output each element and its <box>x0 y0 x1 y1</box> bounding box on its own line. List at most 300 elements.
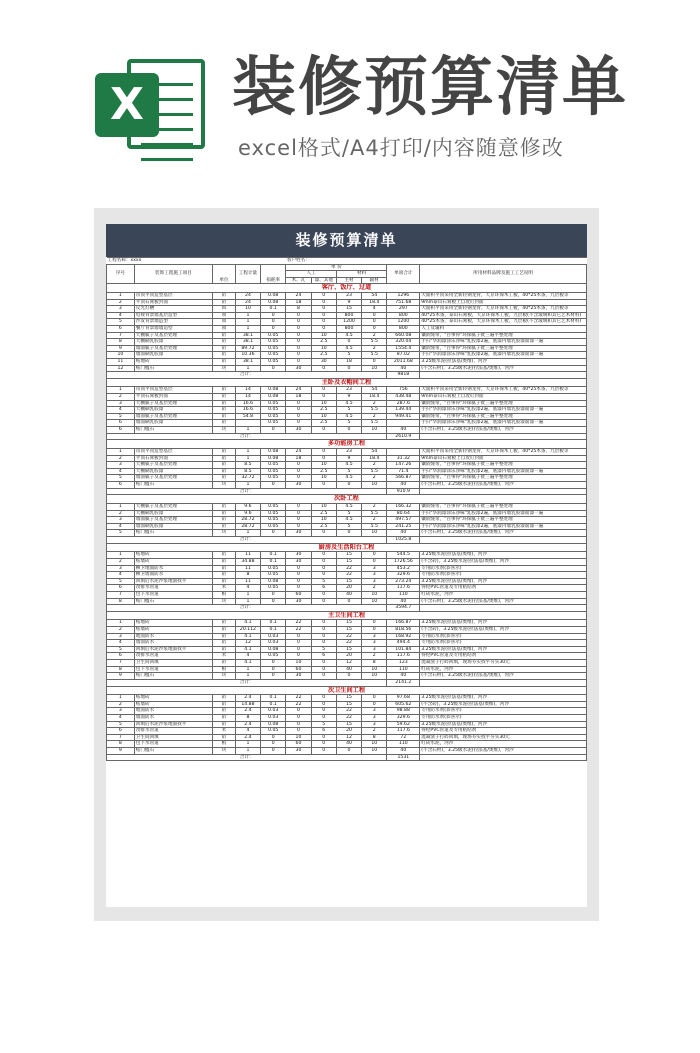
table-cell: 5 <box>336 523 361 530</box>
table-cell: 494.4 <box>387 640 420 647</box>
table-cell: 10 <box>362 673 387 680</box>
table-cell: 1 <box>107 552 135 559</box>
table-cell: 0 <box>311 455 336 462</box>
table-cell: 0 <box>362 319 387 326</box>
table-cell: 0.1 <box>261 627 286 634</box>
table-cell: 镶嵌缝带，"百事得"环保腻子批三遍平整处理 <box>420 400 587 407</box>
table-cell: (不含砖)，3.25级水泥(拉法基/奥维)，河沙 <box>420 558 587 565</box>
table-cell: 得伦PVC管道及专用粘结剂 <box>420 585 587 592</box>
table-cell: 0.08 <box>261 578 286 585</box>
table-cell: 手扫"华润漆涂乐净味"乳胶漆2遍，底漆内墙乳胶漆面漆一遍 <box>420 510 587 517</box>
col-total: 单项合计 <box>387 264 420 284</box>
table-cell: 大面积平顶采用全新轻钢龙骨，天京环保木工板，40*25木条，九层板等 <box>420 306 587 313</box>
col-index: 序号 <box>107 264 135 284</box>
subtotal-value: 9818 <box>387 372 420 379</box>
table-cell: 273.24 <box>387 578 420 585</box>
table-row <box>107 627 587 634</box>
table-cell: 0.05 <box>261 503 286 510</box>
table-cell: 0 <box>286 510 311 517</box>
table-cell: 0 <box>261 482 286 489</box>
table-cell: 0 <box>261 530 286 537</box>
budget-document <box>106 224 587 907</box>
table-cell: 包下水管道 <box>134 741 212 748</box>
table-row <box>107 365 587 372</box>
table-cell: 0.05 <box>261 517 286 524</box>
table-cell: 3 <box>362 708 387 715</box>
table-cell: 30 <box>311 358 336 365</box>
section-title: 厨房及生活阳台工程 <box>107 543 587 552</box>
table-cell: 0 <box>362 552 387 559</box>
table-cell: 0.03 <box>261 640 286 647</box>
table-cell: 贴地砖 <box>134 695 212 702</box>
table-cell: 0 <box>261 325 286 332</box>
table-cell: 4.5 <box>336 413 361 420</box>
table-cell: 8 <box>107 741 135 748</box>
table-cell: 949.41 <box>387 413 420 420</box>
table-row <box>107 747 587 754</box>
table-cell: 18 <box>286 455 311 462</box>
table-cell: 40 <box>336 741 361 748</box>
table-cell: 12 <box>235 640 260 647</box>
table-cell: 60 <box>286 741 311 748</box>
table-cell: 0 <box>311 365 336 372</box>
table-cell: 8 <box>286 306 311 313</box>
subtotal-label: 合计： <box>107 536 387 543</box>
table-cell: 9 <box>336 299 361 306</box>
table-cell: 1 <box>235 673 260 680</box>
table-cell: 0.05 <box>261 475 286 482</box>
table-cell: 10 <box>311 462 336 469</box>
table-cell: 101.84 <box>387 646 420 653</box>
table-cell: 0 <box>286 728 311 735</box>
table-cell: 20 <box>336 728 361 735</box>
table-cell: 147.26 <box>387 462 420 469</box>
table-cell: 5.5 <box>362 407 387 414</box>
table-cell: 2 <box>107 701 135 708</box>
table-row <box>107 552 587 559</box>
table-cell: 2011.68 <box>387 358 420 365</box>
section-title: 客厅、饭厅、过道 <box>107 284 587 293</box>
table-row <box>107 695 587 702</box>
table-cell: 800 <box>336 325 361 332</box>
table-cell: 10 <box>362 591 387 598</box>
table-cell: 110 <box>387 591 420 598</box>
table-cell: 0 <box>286 468 311 475</box>
table-cell: 0 <box>336 427 361 434</box>
table-cell: 10 <box>311 400 336 407</box>
table-cell: 包下水管道 <box>134 591 212 598</box>
table-cell: 22 <box>286 627 311 634</box>
table-cell: 混凝渣子打碎回填，现场夯实找平夯实30元 <box>420 734 587 741</box>
table-cell: 9.6 <box>235 510 260 517</box>
table-cell: 米 <box>213 728 236 735</box>
table-cell: 贴门槛石 <box>134 482 212 489</box>
table-row <box>107 660 587 667</box>
table-row <box>107 530 587 537</box>
table-cell: 54 <box>362 292 387 299</box>
table-cell: 18.4 <box>362 455 387 462</box>
table-cell: 5 <box>107 475 135 482</box>
table-cell: 11 <box>107 358 135 365</box>
table-cell: 1 <box>235 449 260 456</box>
table-cell: 287.6 <box>387 400 420 407</box>
table-cell: 2 <box>107 455 135 462</box>
table-cell: 15 <box>336 552 361 559</box>
table-cell: 块 <box>213 427 236 434</box>
table-cell: 镶嵌缝带，"百事得"环保腻子批三遍平整处理 <box>420 462 587 469</box>
table-cell: 改排水管道 <box>134 585 212 592</box>
table-cell: 14.88 <box>235 701 260 708</box>
table-cell: 0 <box>336 365 361 372</box>
table-row <box>107 345 587 352</box>
table-cell: 0 <box>311 482 336 489</box>
table-cell: 0 <box>311 299 336 306</box>
table-cell: 38.1 <box>235 358 260 365</box>
table-cell: 15 <box>336 627 361 634</box>
table-cell: 30 <box>286 482 311 489</box>
table-cell: 1 <box>107 449 135 456</box>
table-cell: 墙面腻子及基层处理 <box>134 517 212 524</box>
subtotal-blank <box>420 536 587 543</box>
table-cell: 18 <box>286 394 311 401</box>
table-cell: 438.48 <box>387 394 420 401</box>
table-cell: 块 <box>213 482 236 489</box>
subtotal-label: 合计： <box>107 488 387 495</box>
table-cell: 5 <box>311 721 336 728</box>
table-cell: 2.4 <box>235 721 260 728</box>
table-cell: 手扫"华润漆涂乐净味"乳胶漆2遍，底漆内墙乳胶漆面漆一遍 <box>420 468 587 475</box>
subtotal-label: 合计： <box>107 754 387 761</box>
table-cell: 40 <box>336 666 361 673</box>
section-title: 主卫生间工程 <box>107 611 587 620</box>
table-cell: 0 <box>286 339 311 346</box>
table-cell: 大面积平顶采用全新轻钢龙骨，天京环保木工板，40*25木条，九层板等 <box>420 387 587 394</box>
table-cell: 0.08 <box>261 455 286 462</box>
subtotal-blank <box>420 679 587 686</box>
table-cell: 0 <box>286 523 311 530</box>
table-cell: 30 <box>286 365 311 372</box>
table-cell: 22 <box>286 695 311 702</box>
table-cell: 20 <box>336 653 361 660</box>
table-cell: 0.08 <box>261 449 286 456</box>
col-main-material: 主材 <box>336 277 361 284</box>
table-cell: 贴门槛石 <box>134 747 212 754</box>
table-cell: ㎡ <box>213 701 236 708</box>
table-cell: 2 <box>362 462 387 469</box>
table-cell: 10 <box>362 598 387 605</box>
table-cell: 15 <box>336 620 361 627</box>
client-name: 客户姓名： <box>286 258 587 265</box>
table-cell: 墙面刷乳胶漆 <box>134 420 212 427</box>
table-cell: 3.25级水泥(拉法基/奥维)，河沙 <box>420 620 587 627</box>
table-cell: 10 <box>286 660 311 667</box>
table-cell: 28.72 <box>235 523 260 530</box>
table-cell: 497.57 <box>387 517 420 524</box>
table-cell: 16.6 <box>235 400 260 407</box>
table-cell: 1296 <box>387 292 420 299</box>
table-cell: 818.56 <box>387 627 420 634</box>
table-cell: ㎡ <box>213 552 236 559</box>
table-cell: 0 <box>286 475 311 482</box>
table-cell: ㎡ <box>213 420 236 427</box>
table-cell: 0 <box>311 598 336 605</box>
table-cell: ㎡ <box>213 660 236 667</box>
col-unit: 单位 <box>213 264 236 284</box>
table-cell: 4.1 <box>235 660 260 667</box>
table-cell: 0 <box>336 482 361 489</box>
table-cell: 3 <box>362 721 387 728</box>
table-cell: 139.44 <box>387 407 420 414</box>
table-cell: 墙面防水 <box>134 715 212 722</box>
table-cell: 15 <box>336 701 361 708</box>
table-cell: 3 <box>362 633 387 640</box>
table-cell: 30 <box>286 598 311 605</box>
table-cell: 6 <box>107 427 135 434</box>
table-cell: 0 <box>362 695 387 702</box>
table-cell: 9 <box>336 394 361 401</box>
project-name: 工程名称：xxxx <box>107 258 286 265</box>
table-cell: 0 <box>286 407 311 414</box>
table-cell: 5 <box>107 646 135 653</box>
table-cell: 混凝渣子打碎回填，现场夯实找平夯实30元 <box>420 660 587 667</box>
table-cell: 沙发背景墙造型 <box>134 319 212 326</box>
table-cell: 0 <box>286 578 311 585</box>
table-row <box>107 358 587 365</box>
table-cell: 751.68 <box>387 299 420 306</box>
table-cell: 4 <box>235 585 260 592</box>
table-cell: 根 <box>213 591 236 598</box>
table-cell: 2 <box>362 585 387 592</box>
table-cell: 卫生间回填 <box>134 734 212 741</box>
table-cell: 3 <box>107 565 135 572</box>
table-cell: 0 <box>311 552 336 559</box>
table-cell: 1 <box>235 591 260 598</box>
table-row <box>107 523 587 530</box>
document-title: 装修预算清单 <box>106 224 587 257</box>
section-header <box>107 284 587 293</box>
table-cell: 2.4 <box>235 708 260 715</box>
table-cell: 9mm泰山石膏板上自攻钉封面 <box>420 299 587 306</box>
table-cell: 3 <box>362 565 387 572</box>
table-cell: 天棚刷乳胶漆 <box>134 468 212 475</box>
table-row <box>107 468 587 475</box>
table-cell: 10 <box>107 352 135 359</box>
table-cell: 2.5 <box>311 420 336 427</box>
table-cell: 4 <box>107 407 135 414</box>
table-cell: 110 <box>387 666 420 673</box>
table-cell: ㎡ <box>213 475 236 482</box>
table-cell: 80.64 <box>387 510 420 517</box>
table-cell: 0.1 <box>261 558 286 565</box>
col-unit-price: 单 价 <box>286 264 387 271</box>
table-cell: 1 <box>235 427 260 434</box>
table-cell: 吊顶平顶造型基层 <box>134 292 212 299</box>
banner-subtitle: excel格式/A4打印/内容随意修改 <box>238 136 564 160</box>
table-cell: 6 <box>311 653 336 660</box>
table-cell: 54 <box>362 387 387 394</box>
table-cell: 1 <box>107 387 135 394</box>
table-cell: 5 <box>107 530 135 537</box>
table-cell: 2.4 <box>235 734 260 741</box>
table-cell: ㎡ <box>213 387 236 394</box>
table-row <box>107 339 587 346</box>
table-cell: ㎡ <box>213 394 236 401</box>
table-cell: 10 <box>311 332 336 339</box>
table-row <box>107 325 587 332</box>
table-cell: 28.72 <box>235 517 260 524</box>
table-cell: 0.05 <box>261 420 286 427</box>
table-cell: 0.05 <box>261 523 286 530</box>
table-cell: ㎡ <box>213 503 236 510</box>
table-cell: (不含石材)，3.25级水泥(拉法基/奥维)，河沙 <box>420 482 587 489</box>
table-cell: 柳卫墙面防水 <box>134 572 212 579</box>
table-cell: 4 <box>107 523 135 530</box>
table-cell: 1554.4 <box>387 345 420 352</box>
table-cell: 97.68 <box>387 695 420 702</box>
table-cell: 0 <box>286 358 311 365</box>
table-cell: 0.05 <box>261 413 286 420</box>
col-quantity: 工程计量 <box>235 264 260 284</box>
table-cell: 0.1 <box>261 306 286 313</box>
table-cell: 专用防水剂(恭喜尔) <box>420 715 587 722</box>
table-cell: 6 <box>311 728 336 735</box>
table-cell: 0 <box>311 633 336 640</box>
table-row <box>107 387 587 394</box>
table-cell: 20.112 <box>235 627 260 634</box>
table-cell: 18.4 <box>362 299 387 306</box>
table-cell: ㎡ <box>213 345 236 352</box>
table-cell: 22 <box>336 633 361 640</box>
table-cell: 11 <box>235 578 260 585</box>
table-cell: 22 <box>336 565 361 572</box>
table-cell: 117.6 <box>387 585 420 592</box>
col-wood-tile: 木、瓦 <box>286 277 311 284</box>
table-cell: 40*25木条，泰山石膏板，天京环保木工板，九层板(不含玻璃和其它艺术材料) <box>420 319 587 326</box>
table-cell: 24 <box>235 292 260 299</box>
table-cell: 18.4 <box>362 394 387 401</box>
table-cell: 0 <box>261 598 286 605</box>
table-cell: 38.1 <box>235 339 260 346</box>
table-cell: 手扫"华润漆涂乐净味"乳胶漆2遍，底漆内墙乳胶漆面漆一遍 <box>420 339 587 346</box>
table-cell: 30 <box>286 747 311 754</box>
table-cell: 0 <box>261 666 286 673</box>
table-cell: ㎡ <box>213 640 236 647</box>
table-cell: 11 <box>235 565 260 572</box>
table-cell: 0 <box>311 673 336 680</box>
table-cell: 3 <box>362 646 387 653</box>
table-cell: ㎡ <box>213 299 236 306</box>
table-cell: ㎡ <box>213 455 236 462</box>
table-cell: 12 <box>107 365 135 372</box>
subtotal-value: 910.9 <box>387 488 420 495</box>
table-cell: 15 <box>336 695 361 702</box>
table-cell: 0 <box>311 708 336 715</box>
table-row <box>107 598 587 605</box>
table-cell: 3.25级水泥(拉法基/奥维)，河沙 <box>420 721 587 728</box>
table-cell: 块 <box>213 530 236 537</box>
table-cell: m <box>213 306 236 313</box>
table-cell: 72 <box>387 734 420 741</box>
table-cell: 297 <box>387 306 420 313</box>
table-cell: 贴门槛石 <box>134 673 212 680</box>
table-cell: 天棚刷乳胶漆 <box>134 510 212 517</box>
table-cell: 3 <box>107 633 135 640</box>
table-cell: 2.5 <box>311 523 336 530</box>
table-cell: 5.5 <box>362 420 387 427</box>
table-cell: 3 <box>362 572 387 579</box>
subtotal-blank <box>420 605 587 612</box>
table-cell: 0 <box>311 565 336 572</box>
table-cell: 4.5 <box>336 345 361 352</box>
table-cell: 0 <box>311 701 336 708</box>
table-cell: 10 <box>311 517 336 524</box>
table-cell: 0 <box>286 585 311 592</box>
table-cell: ㎡ <box>213 558 236 565</box>
table-cell: 2 <box>362 413 387 420</box>
table-cell: 800 <box>387 312 420 319</box>
table-cell: 5 <box>107 721 135 728</box>
table-cell: 手扫"华润漆涂乐净味"乳胶漆2遍，底漆内墙乳胶漆面漆一遍 <box>420 352 587 359</box>
table-cell: 根 <box>213 741 236 748</box>
budget-table-body <box>107 284 587 761</box>
table-cell: 0 <box>286 708 311 715</box>
table-cell: 0 <box>336 747 361 754</box>
table-row <box>107 558 587 565</box>
table-cell: 320.04 <box>387 339 420 346</box>
table-cell: 40 <box>387 673 420 680</box>
table-cell: 38.1 <box>235 332 260 339</box>
table-row <box>107 292 587 299</box>
table-cell: 镶嵌缝带，"百事得"环保腻子批三遍平整处理 <box>420 517 587 524</box>
table-row <box>107 475 587 482</box>
table-row <box>107 427 587 434</box>
table-cell: 0 <box>286 517 311 524</box>
table-cell: 0 <box>261 741 286 748</box>
table-cell: 2 <box>107 394 135 401</box>
table-cell: 12 <box>336 660 361 667</box>
table-cell: 0 <box>286 319 311 326</box>
table-cell: 吊顶平顶造型基层 <box>134 387 212 394</box>
table-cell: 4.5 <box>336 462 361 469</box>
subtotal-label: 合计： <box>107 679 387 686</box>
table-cell: 22 <box>336 715 361 722</box>
table-cell: 3.25级水泥(拉法基/奥维)，河沙 <box>420 578 587 585</box>
table-cell: 3 <box>107 517 135 524</box>
table-cell: 0 <box>311 715 336 722</box>
table-cell: 0 <box>286 503 311 510</box>
table-cell: 镶嵌缝带，"百事得"环保腻子批三遍平整处理 <box>420 345 587 352</box>
table-cell: 22 <box>336 708 361 715</box>
table-cell: ㎡ <box>213 407 236 414</box>
table-cell: ㎡ <box>213 715 236 722</box>
col-item: 装饰工程施工项目 <box>134 264 212 284</box>
table-row <box>107 407 587 414</box>
table-cell: 9mm泰山石膏板上自攻钉封面 <box>420 394 587 401</box>
subtotal-value: 3594.7 <box>387 605 420 612</box>
table-cell: ㎡ <box>213 517 236 524</box>
table-cell: 1 <box>235 747 260 754</box>
table-cell: 0.03 <box>261 715 286 722</box>
table-cell: 30 <box>286 552 311 559</box>
table-cell: 0.05 <box>261 653 286 660</box>
subtotal-label: 合计： <box>107 605 387 612</box>
table-row <box>107 517 587 524</box>
table-cell: 1 <box>235 455 260 462</box>
table-row <box>107 640 587 647</box>
table-cell: 1 <box>107 292 135 299</box>
table-cell: 墙面腻子及基层处理 <box>134 475 212 482</box>
table-cell: 0 <box>261 673 286 680</box>
